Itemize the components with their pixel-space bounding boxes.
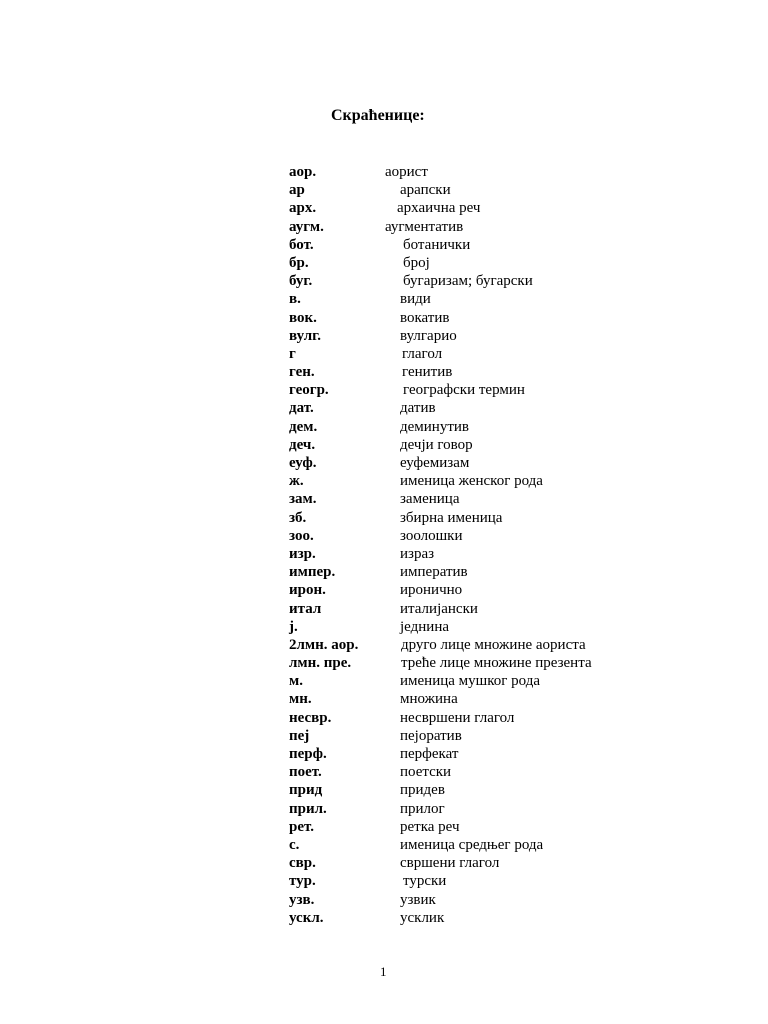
abbreviation-definition: усклик [400,909,445,926]
abbreviation-term: дем. [289,418,318,435]
abbreviation-definition: ретка реч [400,818,460,835]
abbreviation-row [289,309,749,327]
abbreviation-definition: једнина [400,618,449,635]
abbreviation-term: г [289,345,296,362]
abbreviation-term: аугм. [289,218,324,235]
abbreviation-row [289,763,749,781]
abbreviation-term: ж. [289,473,304,490]
abbreviation-definition: дечји говор [400,436,473,453]
abbreviation-term: ар [289,182,305,199]
abbreviation-row [289,709,749,727]
abbreviation-term: ген. [289,364,315,381]
abbreviation-row [289,527,749,545]
abbreviation-row [289,509,749,527]
abbreviation-definition: пејоратив [400,727,462,744]
abbreviation-term: бот. [289,236,314,253]
abbreviation-term: ускл. [289,909,324,926]
abbreviation-row [289,618,749,636]
abbreviation-term: изр. [289,545,316,562]
abbreviation-row [289,436,749,454]
abbreviation-term: прил. [289,800,327,817]
abbreviation-definition: датив [400,400,436,417]
abbreviation-term: зам. [289,491,317,508]
abbreviation-row [289,163,749,181]
abbreviation-term: м. [289,673,303,690]
abbreviation-row [289,581,749,599]
abbreviation-term: ј. [289,618,298,635]
abbreviation-term: несвр. [289,709,332,726]
abbreviation-term: тур. [289,873,316,890]
abbreviation-definition: друго лице множине аориста [401,636,586,653]
abbreviation-term: зоо. [289,527,314,544]
abbreviation-definition: заменица [400,491,460,508]
abbreviation-definition: иронично [400,582,463,599]
page-title: Скраћенице: [331,107,425,124]
abbreviation-definition: турски [403,873,447,890]
abbreviation-definition: географски термин [403,382,525,399]
abbreviation-row [289,800,749,818]
abbreviation-row [289,181,749,199]
abbreviation-definition: прилог [400,800,445,817]
abbreviation-term: еуф. [289,455,317,471]
abbreviation-definition: перфекат [400,746,459,762]
abbreviation-definition: збирна именица [400,509,503,526]
abbreviation-definition: аорист [385,164,428,180]
abbreviation-term: аор. [289,164,317,180]
abbreviation-definition: зоолошки [400,527,463,544]
abbreviation-definition: треће лице множине презента [401,655,592,672]
abbreviation-row [289,490,749,508]
abbreviation-term: узв. [289,891,315,908]
abbreviation-definition: архаична реч [397,200,481,217]
abbreviation-term: поет. [289,764,322,781]
abbreviation-definition: именица женског рода [400,473,543,490]
abbreviation-term: бр. [289,254,309,271]
abbreviation-definition: поетски [400,764,452,781]
abbreviation-row [289,781,749,799]
abbreviation-row [289,745,749,763]
abbreviation-row [289,854,749,872]
abbreviation-definition: множина [400,691,458,708]
abbreviation-definition: арапски [400,182,451,199]
abbreviation-term: перф. [289,746,327,762]
abbreviation-row [289,327,749,345]
abbreviation-definition: именица средњег рода [400,836,544,853]
abbreviation-row [289,345,749,363]
abbreviation-term: вок. [289,309,317,326]
abbreviation-definition: италијански [400,600,478,617]
abbreviation-row [289,690,749,708]
abbreviation-row [289,836,749,854]
abbreviation-term: свр. [289,855,316,872]
abbreviation-row [289,399,749,417]
abbreviation-term: пеј [289,727,310,744]
abbreviation-term: с. [289,836,300,853]
abbreviation-definition: глагол [402,345,443,362]
abbreviation-definition: види [400,291,431,308]
abbreviation-row [289,891,749,909]
abbreviation-term: дат. [289,400,314,417]
abbreviation-term: лмн. пре. [289,655,352,672]
abbreviation-term: импер. [289,564,336,581]
abbreviation-definition: еуфемизам [400,455,470,471]
abbreviation-row [289,199,749,217]
abbreviation-row [289,672,749,690]
abbreviation-row [289,272,749,290]
abbreviation-term: рет. [289,818,314,835]
abbreviation-list [289,163,749,927]
abbreviation-row [289,600,749,618]
abbreviation-term: в. [289,291,301,308]
abbreviation-term: геогр. [289,382,329,399]
abbreviation-row [289,545,749,563]
abbreviation-row [289,418,749,436]
abbreviation-definition: ботанички [403,236,471,253]
abbreviation-definition: вокатив [400,309,450,326]
abbreviation-row [289,909,749,927]
abbreviation-row [289,654,749,672]
abbreviation-row [289,472,749,490]
abbreviation-row [289,363,749,381]
abbreviation-term: арх. [289,200,317,217]
abbreviation-term: 2лмн. аор. [289,636,359,653]
abbreviation-definition: придев [400,782,445,799]
abbreviation-term: итал [289,600,322,617]
abbreviation-term: ирон. [289,582,326,599]
page-number: 1 [380,964,387,979]
abbreviation-row [289,236,749,254]
abbreviation-row [289,381,749,399]
abbreviation-definition: именица мушког рода [400,673,540,690]
abbreviation-definition: несвршени глагол [400,709,515,726]
abbreviation-definition: аугментатив [385,218,464,235]
abbreviation-row [289,818,749,836]
abbreviation-row [289,290,749,308]
abbreviation-row [289,218,749,236]
abbreviation-definition: бугаризам; бугарски [403,273,533,290]
abbreviation-definition: генитив [402,364,453,381]
abbreviation-row [289,872,749,890]
abbreviation-row [289,563,749,581]
abbreviation-row [289,636,749,654]
abbreviation-term: буг. [289,273,313,290]
abbreviation-definition: свршени глагол [400,855,500,872]
abbreviation-term: прид [289,782,323,799]
abbreviation-definition: израз [400,545,435,562]
abbreviation-term: вулг. [289,327,321,344]
abbreviation-row [289,727,749,745]
abbreviation-row [289,254,749,272]
abbreviation-definition: број [403,254,430,271]
abbreviation-definition: императив [400,564,468,581]
abbreviation-term: деч. [289,436,316,453]
abbreviation-row [289,454,749,472]
abbreviation-term: мн. [289,691,312,708]
abbreviation-term: зб. [289,509,307,526]
abbreviation-definition: деминутив [400,418,470,435]
abbreviation-definition: вулгарио [400,327,457,344]
abbreviation-definition: узвик [400,891,436,908]
